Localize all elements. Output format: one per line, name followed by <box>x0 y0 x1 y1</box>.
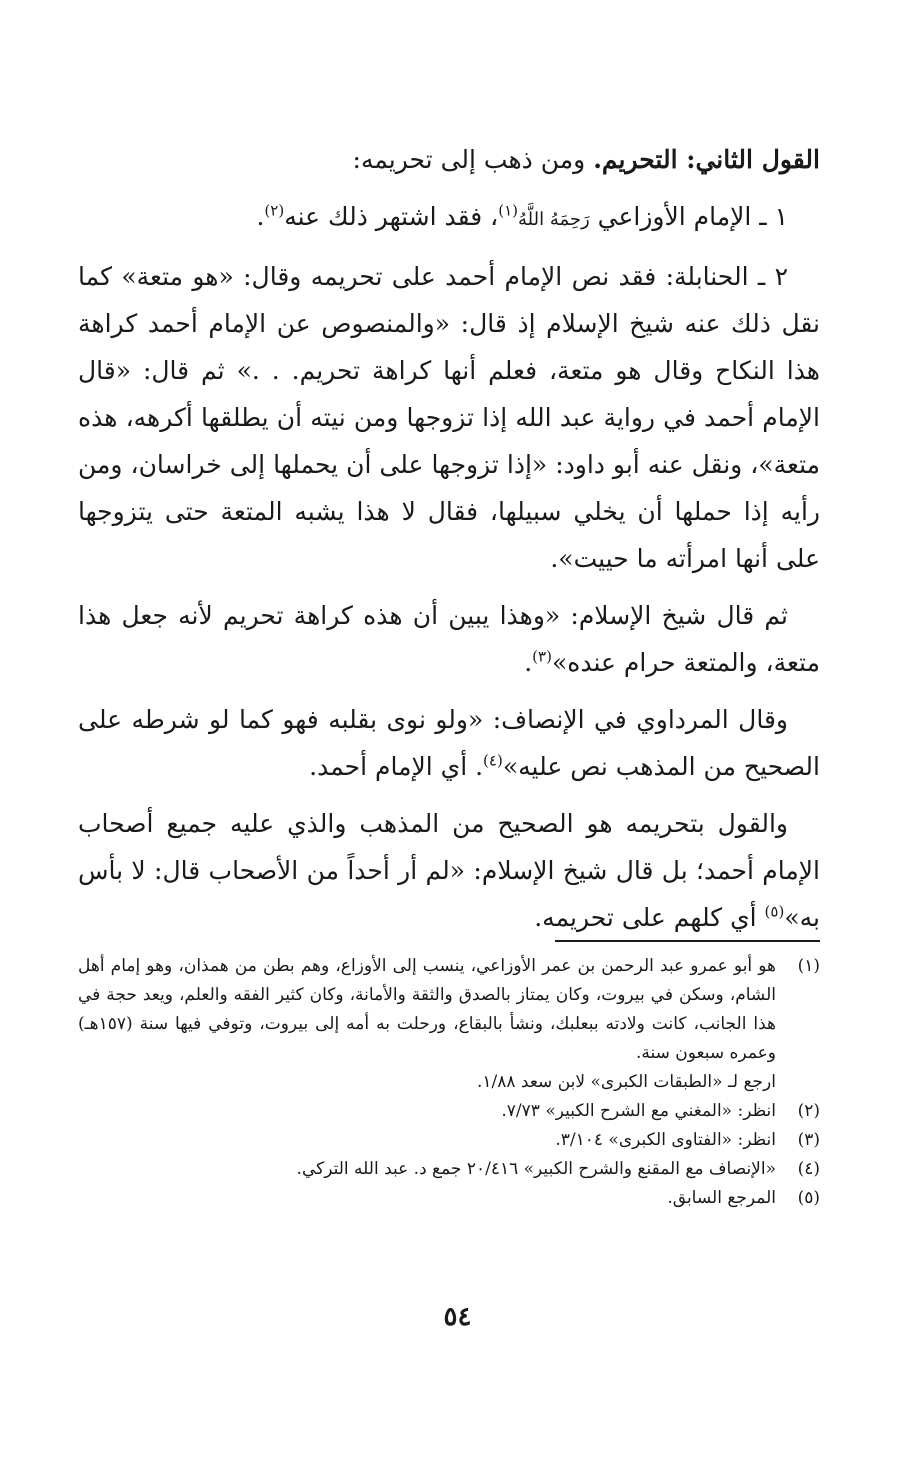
footnote-ref-2[interactable]: (٢) <box>264 201 285 220</box>
paragraph-conclusion <box>78 800 820 941</box>
footnote-4 <box>78 1155 820 1184</box>
paragraph-mardawi <box>78 696 820 790</box>
shaykh-text: ثم قال شيخ الإسلام: «وهذا يبين أن هذه كراهة تحريم لأنه جعل هذا متعة، والمتعة حرام عنده» <box>78 601 820 677</box>
section-heading: القول الثاني: التحريم. <box>593 145 820 174</box>
honorific-glyph: رَحِمَهُ اللَّهُ <box>518 209 590 230</box>
paragraph-awzai <box>78 193 820 243</box>
footnote-3 <box>78 1126 820 1155</box>
footnotes <box>78 952 820 1213</box>
shaykh-text-end: . <box>524 648 533 677</box>
awzai-text: ١ ـ الإمام الأوزاعي <box>589 202 788 231</box>
footnote-1 <box>78 952 820 1097</box>
footnote-number: (٤) <box>797 1159 820 1179</box>
awzai-text-end: . <box>256 202 265 231</box>
footnote-ref-4[interactable]: (٤) <box>483 751 503 770</box>
mardawi-text: وقال المرداوي في الإنصاف: «ولو نوى بقلبه فهو كما لو شرطه على الصحيح من المذهب نص عليه» <box>78 705 820 781</box>
footnote-text: انظر: «المغني مع الشرح الكبير» ٧/٧٣. <box>501 1101 776 1121</box>
footnote-divider <box>555 940 820 942</box>
main-text <box>78 136 820 951</box>
footnote-text <box>78 952 776 1097</box>
footnote-ref-1[interactable]: (١) <box>498 201 518 220</box>
conclusion-text: والقول بتحريمه هو الصحيح من المذهب والذي عليه جميع أصحاب الإمام أحمد؛ بل قال شيخ الإسلام: «لم أر أحداً من الأصحاب قال: لا بأس به» <box>78 809 820 932</box>
conclusion-text-end: أي كلهم على تحريمه. <box>534 903 765 932</box>
footnote-ref-5[interactable]: (٥) <box>764 902 785 921</box>
footnote-number: (١) <box>797 956 820 976</box>
footnote-text: انظر: «الفتاوى الكبرى» ٣/١٠٤. <box>555 1130 776 1150</box>
page-number: ٥٤ <box>443 1302 472 1332</box>
paragraph-hanabila: ٢ ـ الحنابلة: فقد نص الإمام أحمد على تحريمه وقال: «هو متعة» كما نقل ذلك عنه شيخ الإسلام إذ قال: «والمنصوص عن الإمام أحمد كراهة هذا النكاح وقال هو متعة، فعلم أنها كراهة تحريم. . .» ثم قال: «قال الإمام أحمد في رواية عبد الله إذا تزوجها ومن نيته أن يطلقها أكرهه، هذه متعة»، ونقل عنه أبو داود: «إذا تزوجها على أن يحملها إلى خراسان، ومن رأيه إذا حملها أن يخلي سبيلها، فقال لا هذا يشبه المتعة حتى يتزوجها على أنها امرأته ما حييت». <box>78 262 820 573</box>
paragraph-shaykh-islam <box>78 592 820 686</box>
paragraph-second-opinion <box>78 136 820 183</box>
footnote-text: «الإنصاف مع المقنع والشرح الكبير» ٢٠/٤١٦ جمع د. عبد الله التركي. <box>296 1159 776 1179</box>
footnote-number: (٢) <box>797 1101 820 1121</box>
section-heading-rest: ومن ذهب إلى تحريمه: <box>352 145 594 174</box>
awzai-text-2: ، فقد اشتهر ذلك عنه <box>284 202 499 231</box>
mardawi-text-end: . أي الإمام أحمد. <box>309 752 484 781</box>
footnote-text-ref: ارجع لـ «الطبقات الكبرى» لابن سعد ١/٨٨. <box>476 1072 776 1092</box>
footnote-number: (٣) <box>797 1130 820 1150</box>
footnote-5 <box>78 1184 820 1213</box>
footnote-text-main: هو أبو عمرو عبد الرحمن بن عمر الأوزاعي، ينسب إلى الأوزاع، وهم بطن من همذان، وهو إمام أهل الشام، وسكن في بيروت، وكان يمتاز بالصدق والثقة والأمانة، وكان كثير الفقه والعلم، ويعد حجة في هذا الجانب، كانت ولادته ببعلبك، ونشأ بالبقاع، ورحلت به أمه إلى بيروت، وتوفي فيها سنة (١٥٧هـ) وعمره سبعون سنة. <box>78 956 776 1063</box>
footnote-2 <box>78 1097 820 1126</box>
footnote-ref-3[interactable]: (٣) <box>532 647 552 666</box>
footnote-number: (٥) <box>797 1188 820 1208</box>
footnote-text: المرجع السابق. <box>667 1188 776 1208</box>
